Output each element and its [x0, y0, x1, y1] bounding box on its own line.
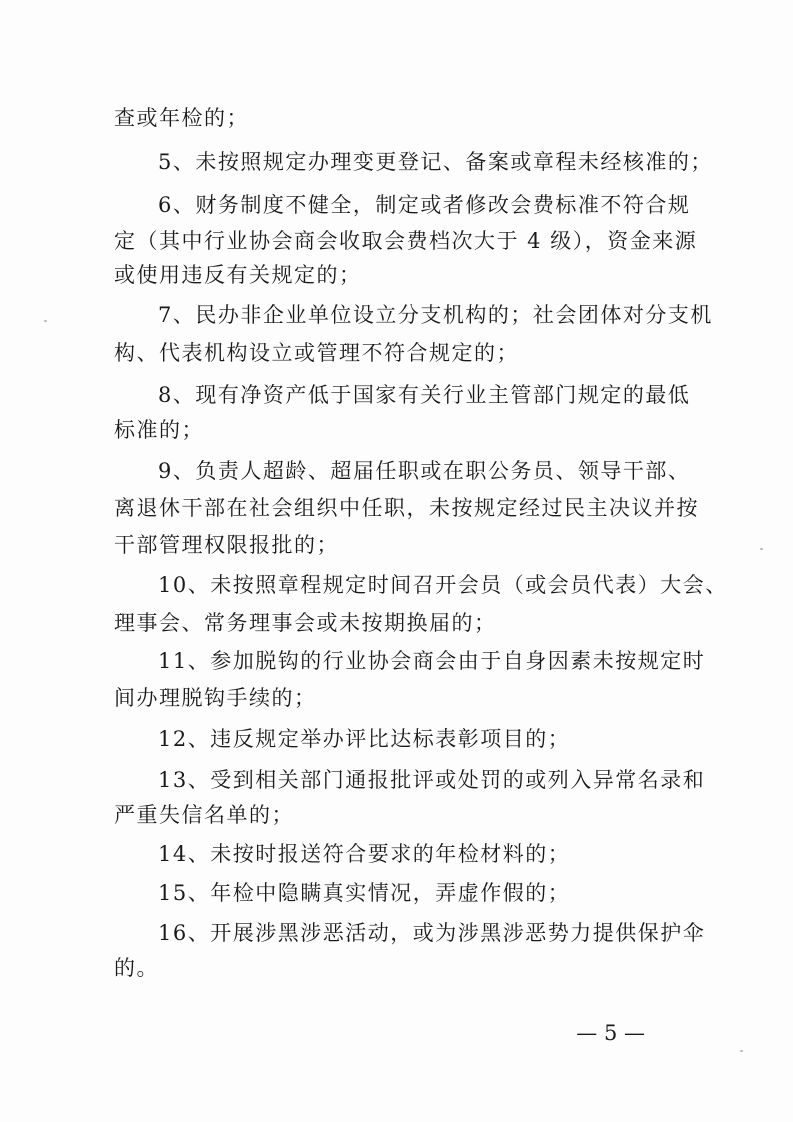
text-line: 6、财务制度不健全，制定或者修改会费标准不符合规 [158, 193, 691, 217]
text-line: 16、开展涉黑涉恶活动，或为涉黑涉恶势力提供保护伞 [158, 921, 706, 945]
text-line: 查或年检的； [114, 106, 249, 130]
scan-speck [760, 548, 763, 550]
text-line: 11、参加脱钩的行业协会商会由于自身因素未按规定时 [158, 649, 706, 673]
text-line: 9、负责人超龄、超届任职或在职公务员、领导干部、 [158, 459, 691, 483]
text-line: 的。 [114, 956, 159, 980]
text-line: 14、未按时报送符合要求的年检材料的； [158, 842, 571, 866]
text-line: 离退休干部在社会组织中任职，未按规定经过民主决议并按 [114, 496, 699, 520]
text-line: 12、违反规定举办评比达标表彰项目的； [158, 727, 571, 751]
text-line: 或使用违反有关规定的； [114, 263, 362, 287]
text-line: 定（其中行业协会商会收取会费档次大于 4 级），资金来源 [114, 229, 698, 253]
text-line: 8、现有净资产低于国家有关行业主管部门规定的最低 [158, 383, 691, 407]
text-line: 标准的； [114, 418, 204, 442]
text-line: 严重失信名单的； [114, 803, 294, 827]
text-line: 15、年检中隐瞒真实情况，弄虚作假的； [158, 881, 571, 905]
scan-speck [740, 1050, 743, 1052]
text-line: 间办理脱钩手续的； [114, 686, 317, 710]
text-line: 13、受到相关部门通报批评或处罚的或列入异常名录和 [158, 768, 706, 792]
text-line: 构、代表机构设立或管理不符合规定的； [114, 341, 519, 365]
text-line: 干部管理权限报批的； [114, 533, 339, 557]
scan-speck [44, 320, 47, 322]
page-number: — 5 — [576, 1021, 645, 1045]
text-line: 5、未按照规定办理变更登记、备案或章程未经核准的； [158, 150, 713, 174]
text-line: 10、未按照章程规定时间召开会员（或会员代表）大会、 [158, 573, 728, 597]
text-line: 7、民办非企业单位设立分支机构的；社会团体对分支机 [158, 303, 713, 327]
text-line: 理事会、常务理事会或未按期换届的； [114, 611, 497, 635]
